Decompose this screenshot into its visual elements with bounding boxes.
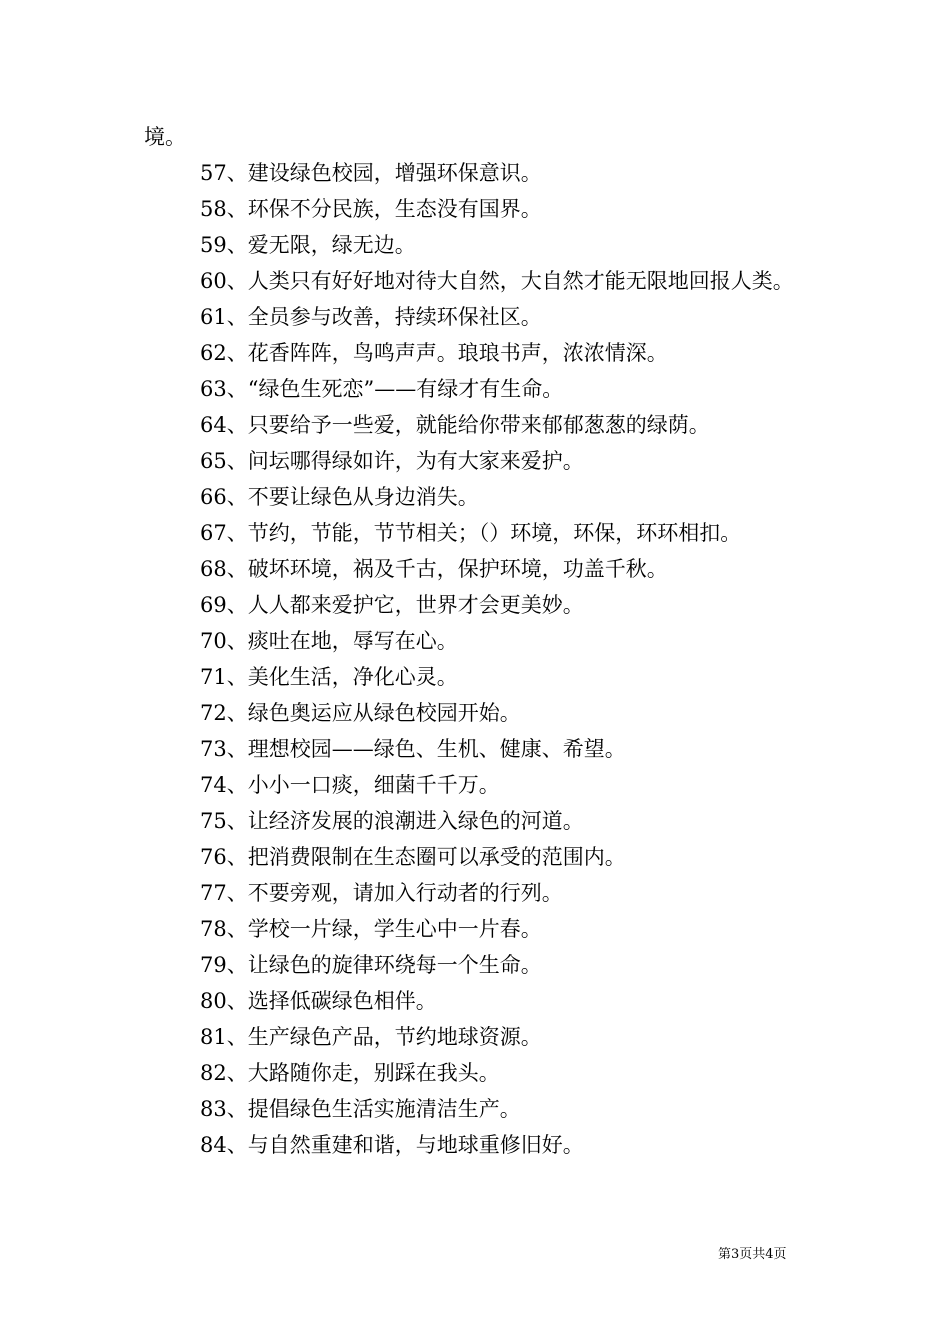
- page-number-footer: 第3页共4页: [718, 1247, 787, 1262]
- slogan-list: [200, 158, 794, 1166]
- list-item: 70、痰吐在地，辱写在心。: [200, 629, 458, 653]
- list-item: 83、提倡绿色生活实施清洁生产。: [200, 1097, 521, 1121]
- list-item: 61、全员参与改善，持续环保社区。: [200, 305, 542, 329]
- list-item: 77、不要旁观，请加入行动者的行列。: [200, 881, 563, 905]
- list-item: 79、让绿色的旋律环绕每一个生命。: [200, 953, 542, 977]
- list-item: 57、建设绿色校园，增强环保意识。: [200, 161, 542, 185]
- list-item: 73、理想校园——绿色、生机、健康、希望。: [200, 737, 626, 761]
- list-item: 58、环保不分民族，生态没有国界。: [200, 197, 542, 221]
- list-item: 76、把消费限制在生态圈可以承受的范围内。: [200, 845, 626, 869]
- list-item: 64、只要给予一些爱，就能给你带来郁郁葱葱的绿荫。: [200, 413, 710, 437]
- continuation-text: 境。: [144, 125, 186, 149]
- list-item: 59、爱无限，绿无边。: [200, 233, 416, 257]
- list-item: 80、选择低碳绿色相伴。: [200, 989, 437, 1013]
- list-item: 63、“绿色生死恋”——有绿才有生命。: [200, 377, 564, 401]
- list-item: 75、让经济发展的浪潮进入绿色的河道。: [200, 809, 584, 833]
- list-item: 78、学校一片绿，学生心中一片春。: [200, 917, 542, 941]
- list-item: 60、人类只有好好地对待大自然，大自然才能无限地回报人类。: [200, 269, 794, 293]
- list-item: 62、花香阵阵，鸟鸣声声。琅琅书声，浓浓情深。: [200, 341, 668, 365]
- list-item: 66、不要让绿色从身边消失。: [200, 485, 479, 509]
- list-item: 74、小小一口痰，细菌千千万。: [200, 773, 500, 797]
- list-item: 68、破坏环境，祸及千古，保护环境，功盖千秋。: [200, 557, 668, 581]
- list-item: 72、绿色奥运应从绿色校园开始。: [200, 701, 521, 725]
- list-item: 65、问坛哪得绿如许，为有大家来爱护。: [200, 449, 584, 473]
- list-item: 69、人人都来爱护它，世界才会更美妙。: [200, 593, 584, 617]
- list-item: 81、生产绿色产品，节约地球资源。: [200, 1025, 542, 1049]
- list-item: 82、大路随你走，别踩在我头。: [200, 1061, 500, 1085]
- list-item: 71、美化生活，净化心灵。: [200, 665, 458, 689]
- list-item: 67、节约，节能，节节相关；（）环境，环保，环环相扣。: [200, 521, 742, 545]
- list-item: 84、与自然重建和谐，与地球重修旧好。: [200, 1133, 584, 1157]
